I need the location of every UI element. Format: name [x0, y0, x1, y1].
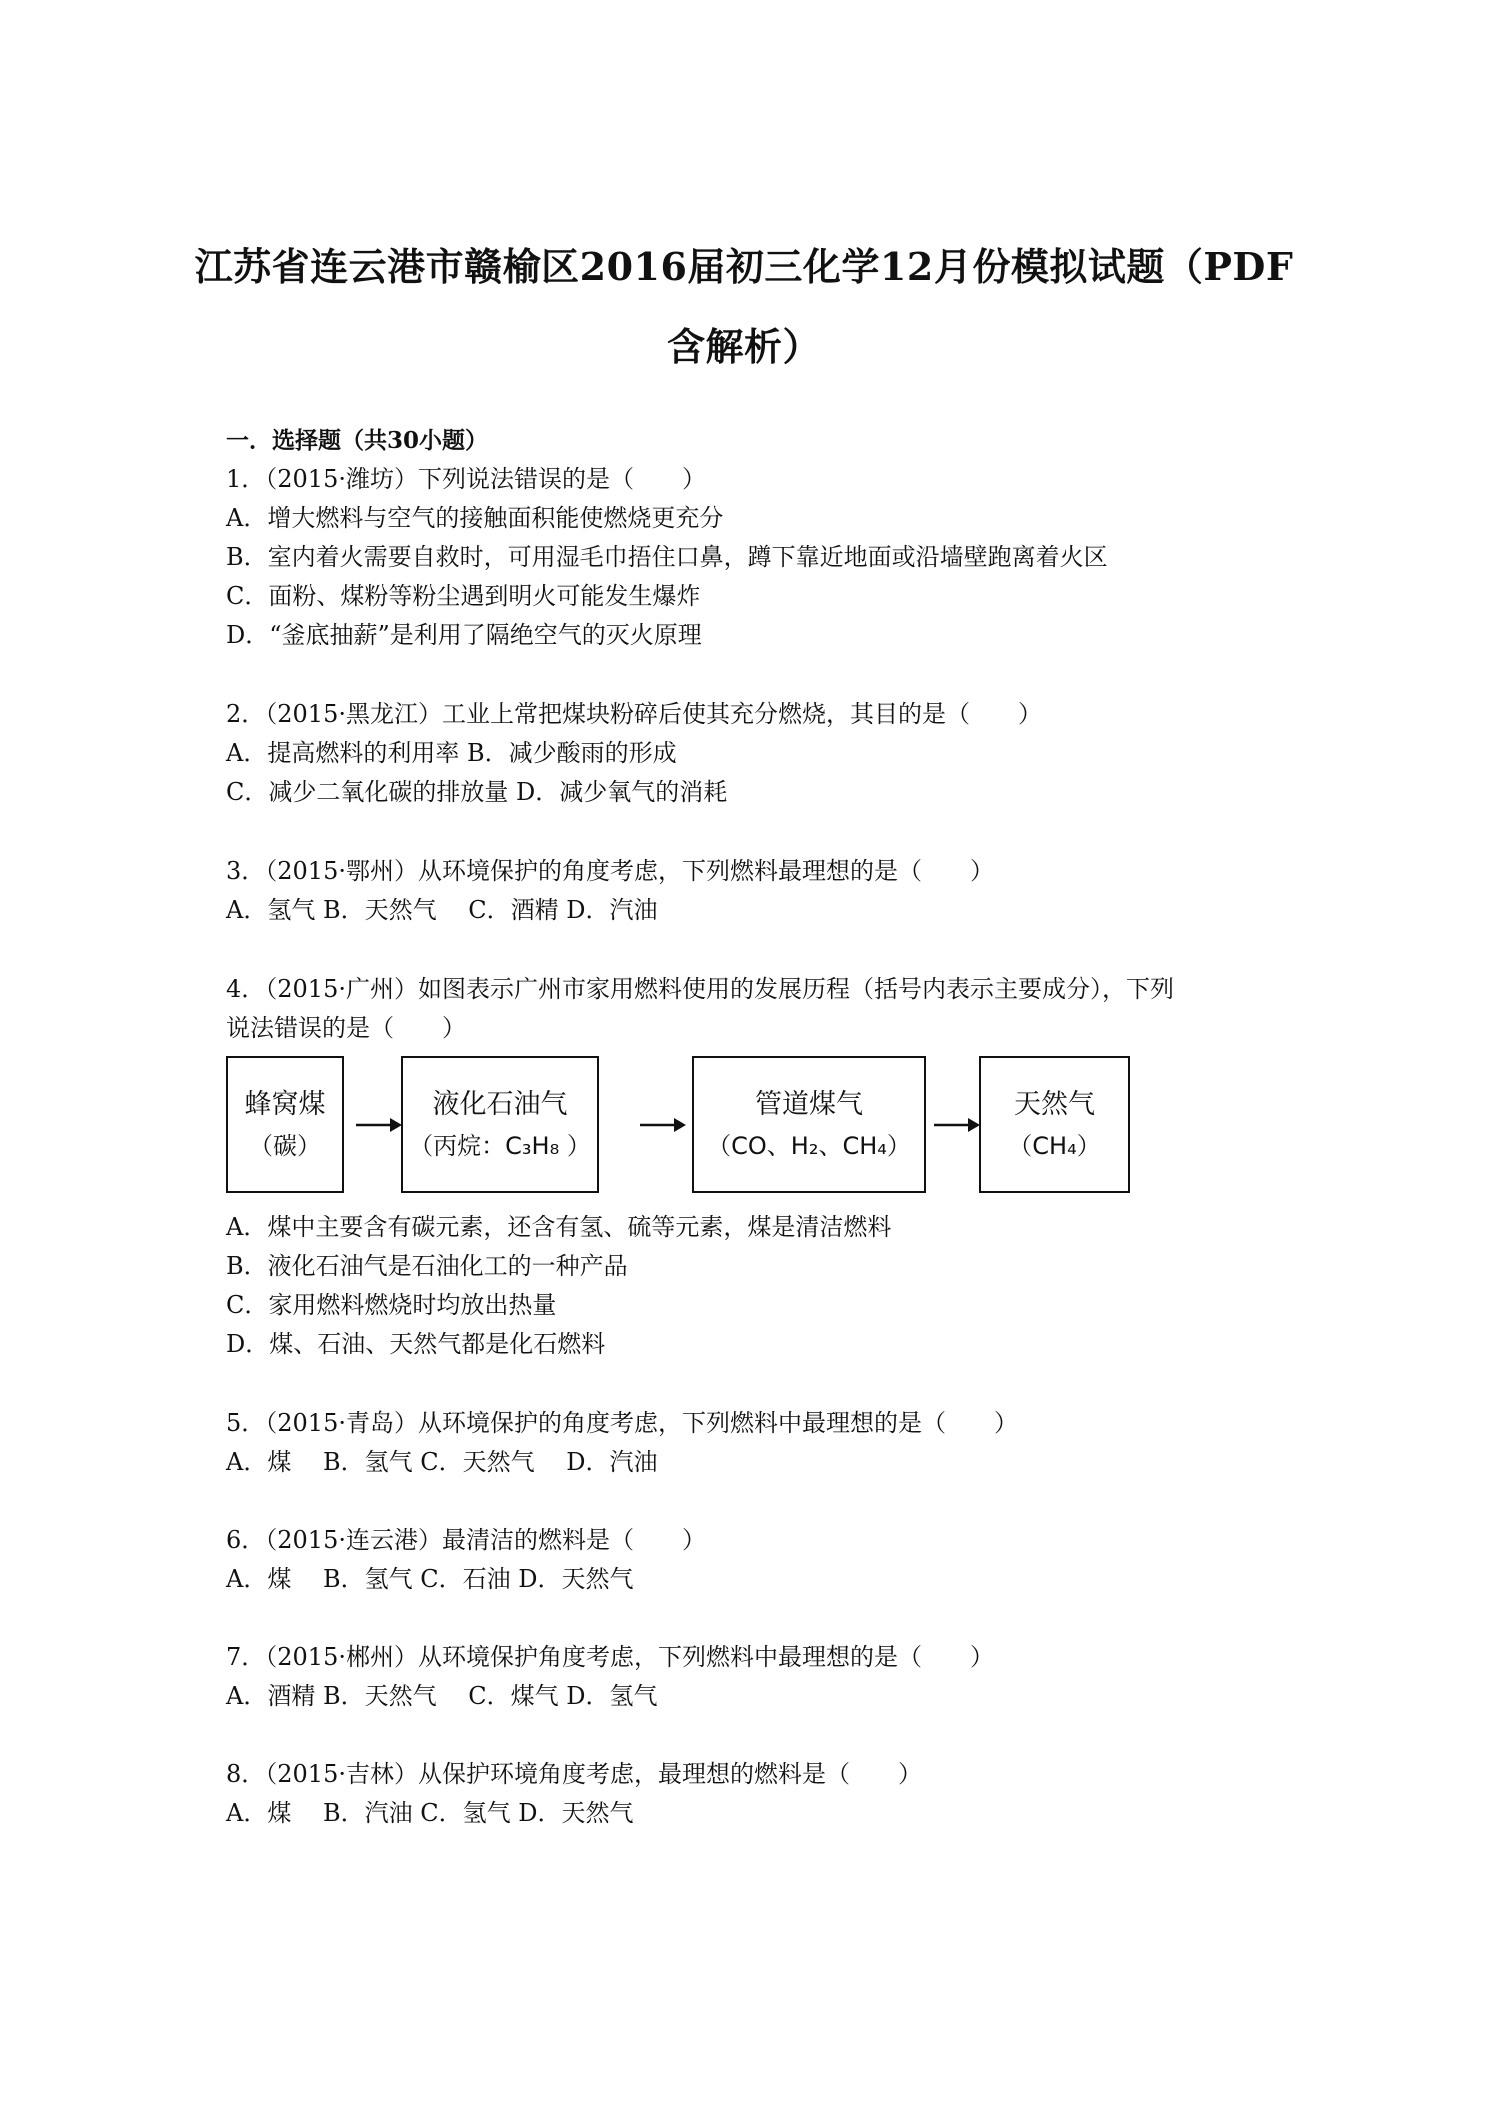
section-heading: 一．选择题（共30小题） — [226, 427, 489, 454]
diagram-box-4-formula: （CH₄） — [1008, 1131, 1101, 1160]
question-1-option-b: B．室内着火需要自救时，可用湿毛巾捂住口鼻，蹲下靠近地面或沿墙壁跑离着火区 — [226, 543, 1108, 571]
question-5-options: A．煤 B．氢气 C．天然气 D．汽油 — [226, 1448, 658, 1476]
arrow-icon — [932, 1113, 982, 1137]
question-4-option-b: B．液化石油气是石油化工的一种产品 — [226, 1252, 628, 1280]
question-3-options: A．氢气 B．天然气 C．酒精 D．汽油 — [226, 896, 658, 924]
question-6-options: A．煤 B．氢气 C．石油 D．天然气 — [226, 1565, 634, 1593]
question-7-options: A．酒精 B．天然气 C．煤气 D．氢气 — [226, 1682, 658, 1710]
question-7-stem: 7．（2015·郴州）从环境保护角度考虑，下列燃料中最理想的是（ ） — [226, 1643, 994, 1671]
diagram-box-natural-gas — [979, 1056, 1130, 1193]
diagram-box-2-name: 液化石油气 — [432, 1088, 568, 1120]
diagram-box-3-formula: （CO、H₂、CH₄） — [707, 1131, 911, 1160]
question-1-option-a: A．增大燃料与空气的接触面积能使燃烧更充分 — [226, 504, 724, 532]
diagram-box-1-name: 蜂窝煤 — [244, 1088, 326, 1120]
question-1-option-c: C．面粉、煤粉等粉尘遇到明火可能发生爆炸 — [226, 582, 701, 610]
diagram-box-pipeline-gas — [692, 1056, 926, 1193]
arrow-icon — [354, 1113, 404, 1137]
question-4-option-c: C．家用燃料燃烧时均放出热量 — [226, 1291, 557, 1319]
arrow-icon — [638, 1113, 688, 1137]
question-2-option-ab: A．提高燃料的利用率 B．减少酸雨的形成 — [226, 739, 677, 767]
question-4-stem-line2: 说法错误的是（ ） — [226, 1014, 466, 1042]
question-1-option-d: D．“釜底抽薪”是利用了隔绝空气的灭火原理 — [226, 621, 702, 649]
question-2-stem: 2．（2015·黑龙江）工业上常把煤块粉碎后使其充分燃烧，其目的是（ ） — [226, 700, 1042, 728]
question-1-stem: 1．（2015·潍坊）下列说法错误的是（ ） — [226, 465, 706, 493]
diagram-box-4-name: 天然气 — [1014, 1088, 1095, 1120]
diagram-box-3-name: 管道煤气 — [755, 1088, 863, 1120]
diagram-box-lpg — [401, 1056, 599, 1193]
question-4-option-d: D．煤、石油、天然气都是化石燃料 — [226, 1330, 606, 1358]
question-6-stem: 6．（2015·连云港）最清洁的燃料是（ ） — [226, 1526, 706, 1554]
document-title-line1: 江苏省连云港市赣榆区2016届初三化学12月份模拟试题（PDF — [194, 244, 1294, 289]
fuel-history-diagram — [226, 1053, 1256, 1198]
question-8-options: A．煤 B．汽油 C．氢气 D．天然气 — [226, 1799, 634, 1827]
question-4-option-a: A．煤中主要含有碳元素，还含有氢、硫等元素，煤是清洁燃料 — [226, 1213, 892, 1241]
question-8-stem: 8．（2015·吉林）从保护环境角度考虑，最理想的燃料是（ ） — [226, 1760, 922, 1788]
question-2-option-cd: C．减少二氧化碳的排放量 D．减少氧气的消耗 — [226, 778, 728, 806]
document-title-line2: 含解析） — [666, 324, 821, 369]
question-4-stem-line1: 4．（2015·广州）如图表示广州市家用燃料使用的发展历程（括号内表示主要成分），下列 — [226, 975, 1174, 1003]
diagram-box-honeycomb-coal — [226, 1056, 344, 1193]
question-5-stem: 5．（2015·青岛）从环境保护的角度考虑，下列燃料中最理想的是（ ） — [226, 1409, 1018, 1437]
diagram-box-1-formula: （碳） — [249, 1131, 321, 1160]
diagram-box-2-formula: （丙烷：C₃H₈ ） — [409, 1131, 591, 1160]
question-3-stem: 3．（2015·鄂州）从环境保护的角度考虑，下列燃料最理想的是（ ） — [226, 857, 994, 885]
